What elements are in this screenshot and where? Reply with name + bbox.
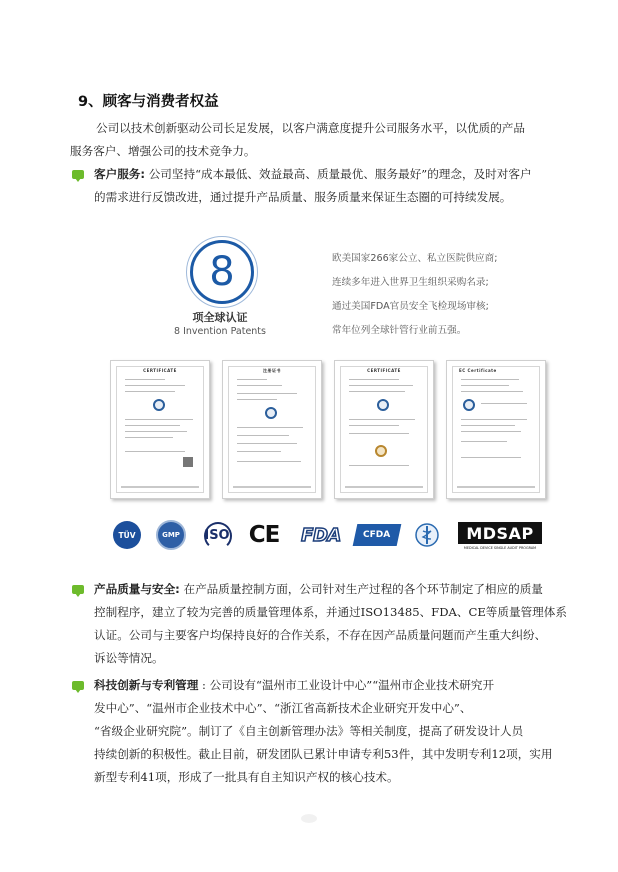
quality-line-3: 认证。公司与主要客户均保持良好的合作关系，不存在因产品质量问题而产生重大纠纷、 bbox=[94, 628, 547, 642]
quality-text-1: 在产品质量控制方面，公司针对生产过程的各个环节制定了相应的质量 bbox=[179, 582, 543, 596]
who-emblem-icon bbox=[414, 522, 440, 548]
tuv-logo-text: TÜV bbox=[118, 530, 136, 540]
innovation-line-2: 发中心”、“温州市企业技术中心”、“浙江省高新技术企业研究开发中心”、 bbox=[94, 701, 472, 715]
cfda-logo-text: CFDA bbox=[363, 530, 391, 540]
customer-service-label: 客户服务: bbox=[94, 167, 146, 181]
certificate-title: CERTIFICATE bbox=[143, 368, 177, 373]
quality-paragraph bbox=[94, 578, 567, 670]
certificate-title: 注册证书 bbox=[263, 368, 281, 373]
seal-icon bbox=[153, 399, 165, 411]
innovation-paragraph bbox=[94, 674, 564, 789]
seal-icon bbox=[463, 399, 475, 411]
quality-label: 产品质量与安全: bbox=[94, 582, 180, 596]
banner-line: 欧美国家266家公立、私立医院供应商; bbox=[332, 253, 498, 264]
seal-icon bbox=[265, 407, 277, 419]
quality-line-1 bbox=[94, 578, 564, 601]
fda-logo-text: FDA bbox=[301, 524, 341, 546]
iso-logo bbox=[200, 520, 234, 550]
innovation-line-1 bbox=[94, 674, 564, 697]
certificate-image bbox=[446, 360, 546, 499]
mdsap-logo-text: MDSAP bbox=[466, 523, 534, 543]
qr-code-icon bbox=[183, 457, 193, 467]
page-footer-mark bbox=[301, 814, 317, 823]
banner-line: 通过美国FDA官员安全飞检现场审核; bbox=[332, 301, 489, 312]
quality-line-4: 诉讼等情况。 bbox=[94, 651, 164, 665]
certificates-row bbox=[110, 360, 530, 498]
innovation-text-1: : 公司设有“温州市工业设计中心”“温州市企业技术研究开 bbox=[198, 678, 495, 692]
customer-service-line-2: 的需求进行反馈改进，通过提升产品质量、服务质量来保证生态圈的可持续发展。 bbox=[94, 190, 512, 204]
banner-subtitle: 8 Invention Patents bbox=[174, 326, 266, 337]
certificate-title: CERTIFICATE bbox=[367, 368, 401, 373]
intro-line-2: 服务客户、增强公司的技术竞争力。 bbox=[70, 144, 256, 158]
comment-icon bbox=[72, 585, 84, 594]
customer-service-paragraph bbox=[94, 163, 554, 209]
customer-service-line-1 bbox=[94, 163, 554, 186]
badge-number: 8 bbox=[209, 249, 235, 295]
cfda-logo bbox=[354, 520, 400, 550]
tuv-logo bbox=[112, 520, 142, 550]
banner-lines bbox=[332, 247, 532, 343]
comment-icon bbox=[72, 170, 84, 179]
comment-icon bbox=[72, 681, 84, 690]
innovation-line-4: 持续创新的积极性。截止目前，研发团队已累计申请专利53件，其中发明专利12项，实用 bbox=[94, 747, 553, 761]
quality-line-2: 控制程序，建立了较为完善的质量管理体系，并通过ISO13485、FDA、CE等质量管理体系 bbox=[94, 605, 567, 619]
mdsap-logo-subtext: MEDICAL DEVICE SINGLE AUDIT PROGRAM bbox=[463, 546, 537, 550]
banner-line: 连续多年进入世界卫生组织采购名录; bbox=[332, 277, 489, 288]
ce-logo bbox=[246, 520, 282, 550]
innovation-line-3: “省级企业研究院”。制订了《自主创新管理办法》等相关制度，提高了研发设计人员 bbox=[94, 724, 524, 738]
certificate-image bbox=[110, 360, 210, 499]
innovation-line-5: 新型专利41项，形成了一批具有自主知识产权的核心技术。 bbox=[94, 770, 399, 784]
banner-title: 项全球认证 bbox=[192, 311, 248, 324]
certification-logos bbox=[112, 520, 552, 554]
certificate-image bbox=[334, 360, 434, 499]
fda-logo bbox=[298, 520, 344, 550]
certificate-title: EC Certificate bbox=[459, 368, 497, 373]
iso-logo-text: ISO bbox=[204, 527, 230, 543]
section-heading: 9、顾客与消费者权益 bbox=[78, 94, 219, 110]
seal-icon bbox=[377, 399, 389, 411]
intro-line-1: 公司以技术创新驱动公司长足发展，以客户满意度提升公司服务水平，以优质的产品 bbox=[96, 121, 525, 135]
gmp-logo-text: GMP bbox=[162, 531, 180, 539]
certification-banner bbox=[160, 235, 520, 345]
eight-badge bbox=[190, 240, 254, 304]
stamp-icon bbox=[375, 445, 387, 457]
intro-paragraph bbox=[70, 117, 548, 163]
who-logo bbox=[412, 520, 442, 550]
gmp-logo bbox=[156, 520, 186, 550]
mdsap-logo bbox=[458, 520, 542, 552]
innovation-label: 科技创新与专利管理 bbox=[94, 678, 199, 692]
ce-logo-text: CE bbox=[248, 522, 280, 548]
certificate-image bbox=[222, 360, 322, 499]
banner-line: 常年位列全球针管行业前五强。 bbox=[332, 325, 467, 336]
customer-service-text-1: 公司坚持“成本最低、效益最高、质量最优、服务最好”的理念，及时对客户 bbox=[145, 167, 532, 181]
